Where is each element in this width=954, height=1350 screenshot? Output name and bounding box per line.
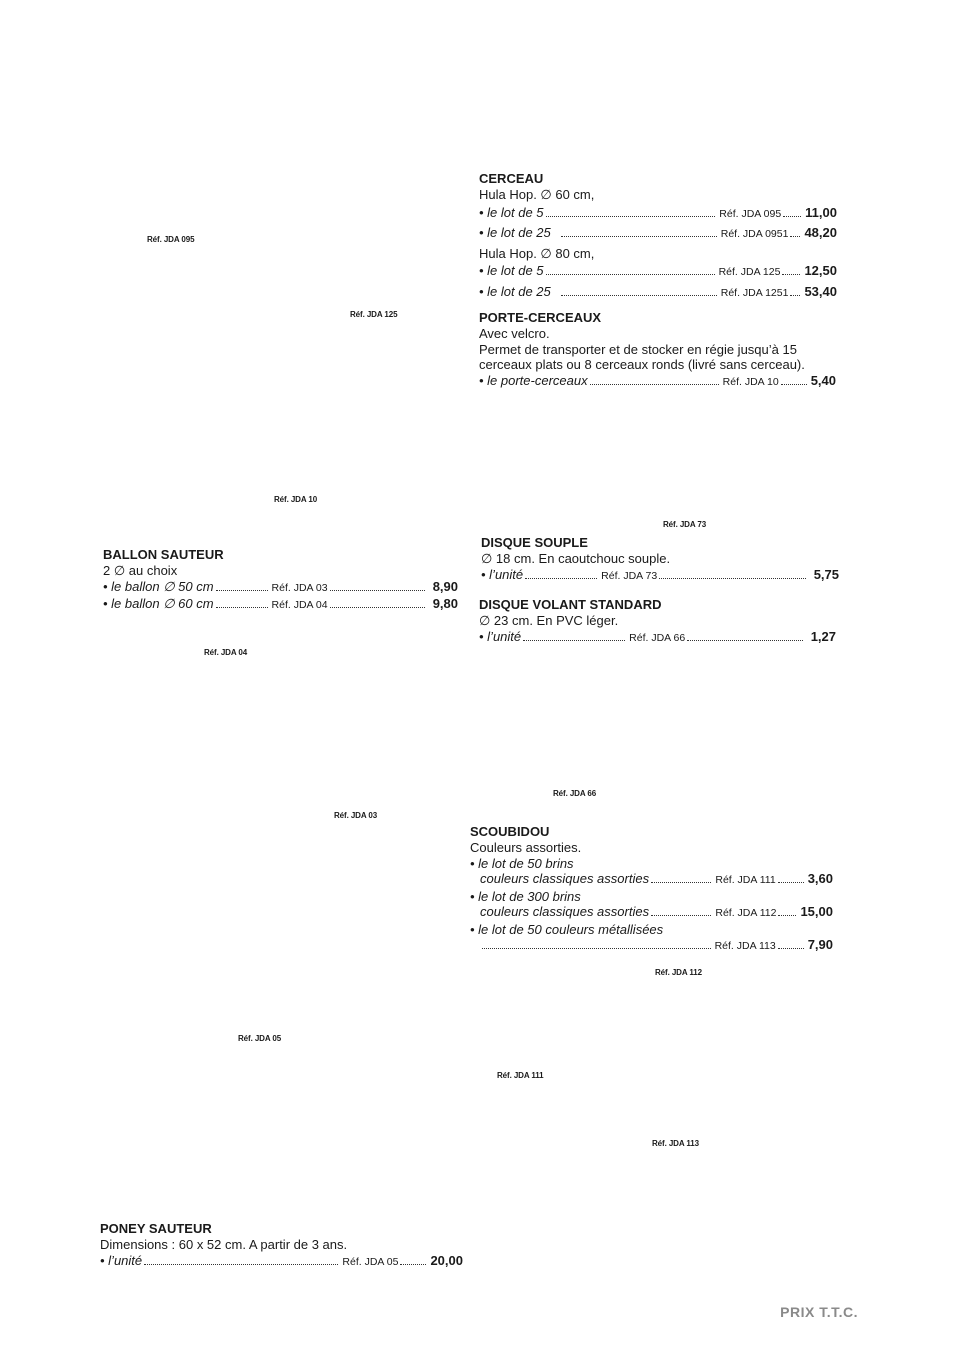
dot-leader	[790, 236, 800, 237]
price-row	[479, 205, 837, 223]
price-row	[470, 871, 833, 889]
scoubidou-bullet-3: • le lot de 50 couleurs métallisées	[470, 921, 664, 937]
dot-leader	[144, 1264, 338, 1265]
dot-leader	[482, 948, 711, 949]
dot-leader	[216, 607, 268, 608]
caption-jda66: Réf. JDA 66	[553, 789, 597, 798]
ballon-desc: 2 ∅ au choix	[103, 563, 178, 578]
item-price: 11,00	[805, 204, 837, 220]
porte-title: PORTE-CERCEAUX	[479, 310, 602, 325]
item-label: • le lot de 5	[479, 263, 544, 278]
porte-cerceaux-section	[479, 310, 836, 390]
item-price: 3,60	[807, 871, 833, 886]
scoubidou-bullet-1: • le lot de 50 brins	[470, 855, 574, 871]
item-price: 9,80	[432, 596, 458, 611]
caption-jda10: Réf. JDA 10	[274, 495, 318, 504]
item-ref: Réf. JDA 095	[719, 207, 782, 220]
scoubidou-desc: Couleurs assorties.	[470, 840, 582, 855]
caption-jda112: Réf. JDA 112	[655, 968, 702, 977]
item-ref: Réf. JDA 73	[601, 569, 658, 582]
dot-leader	[561, 236, 717, 237]
dot-leader	[782, 274, 800, 275]
caption-jda095: Réf. JDA 095	[147, 235, 195, 244]
dot-leader	[546, 216, 716, 217]
dot-leader	[216, 590, 268, 591]
item-price: 7,90	[807, 937, 833, 952]
caption-jda113: Réf. JDA 113	[652, 1139, 699, 1148]
item-ref: Réf. JDA 0951	[720, 228, 789, 240]
item-label: • le porte-cerceaux	[479, 372, 588, 388]
price-row	[479, 284, 837, 302]
dot-leader	[590, 384, 719, 385]
item-label: • le ballon ∅ 60 cm	[103, 596, 214, 611]
item-ref: Réf. JDA 125	[718, 266, 781, 278]
cerceau-section	[479, 171, 837, 301]
item-price: 8,90	[432, 578, 458, 594]
item-price: 1,27	[810, 628, 836, 644]
price-row	[479, 263, 837, 281]
disque-souple-title: DISQUE SOUPLE	[481, 535, 588, 550]
item-label: • le ballon ∅ 50 cm	[103, 578, 214, 594]
price-row	[103, 579, 458, 597]
dot-leader	[659, 578, 806, 579]
item-price: 48,20	[804, 225, 837, 240]
item-ref: Réf. JDA 113	[714, 940, 776, 952]
dot-leader	[783, 216, 801, 217]
item-label: couleurs classiques assorties	[480, 904, 650, 919]
item-ref: Réf. JDA 03	[271, 581, 328, 594]
porte-desc-2: Permet de transporter et de stocker en régie jusqu’à 15	[479, 341, 797, 357]
poney-title: PONEY SAUTEUR	[100, 1221, 212, 1236]
price-row	[479, 373, 836, 391]
item-ref: Réf. JDA 112	[715, 907, 777, 919]
dot-leader	[651, 915, 711, 916]
price-row	[479, 629, 836, 647]
item-price: 15,00	[800, 904, 833, 919]
item-label: • le lot de 25	[479, 283, 551, 299]
item-price: 53,40	[804, 283, 837, 299]
ballon-title: BALLON SAUTEUR	[103, 547, 224, 562]
price-row	[479, 225, 837, 243]
item-label: • l’unité	[481, 566, 524, 582]
cerceau-title: CERCEAU	[479, 171, 544, 186]
disque-souple-section	[481, 535, 839, 584]
dot-leader	[523, 640, 625, 641]
price-row	[481, 567, 839, 585]
porte-desc-1: Avec velcro.	[479, 326, 550, 341]
disque-volant-section	[479, 597, 836, 646]
price-row	[100, 1253, 463, 1271]
porte-desc-3: cerceaux plats ou 8 cerceaux ronds (livré sans cerceau).	[479, 357, 805, 372]
item-price: 20,00	[430, 1252, 463, 1268]
poney-desc: Dimensions : 60 x 52 cm. A partir de 3 ans.	[100, 1237, 348, 1252]
item-price: 5,40	[810, 372, 836, 388]
item-label: couleurs classiques assorties	[480, 871, 650, 886]
item-ref: Réf. JDA 66	[629, 631, 686, 644]
dot-leader	[330, 590, 425, 591]
item-label: • l’unité	[100, 1252, 143, 1268]
scoubidou-title: SCOUBIDOU	[470, 824, 550, 839]
cerceau-desc-60: Hula Hop. ∅ 60 cm,	[479, 187, 595, 202]
caption-jda73: Réf. JDA 73	[663, 520, 707, 529]
item-label: • le lot de 5	[479, 204, 544, 220]
disque-volant-desc: ∅ 23 cm. En PVC léger.	[479, 613, 619, 628]
dot-leader	[525, 578, 597, 579]
dot-leader	[651, 882, 711, 883]
dot-leader	[778, 882, 804, 883]
ballon-sauteur-section	[103, 547, 458, 614]
item-label: • le lot de 25	[479, 225, 551, 240]
item-label: • l’unité	[479, 628, 522, 644]
poney-sauteur-section	[100, 1221, 463, 1270]
price-row	[103, 596, 458, 614]
price-row	[470, 904, 833, 922]
dot-leader	[790, 295, 800, 296]
cerceau-desc-80: Hula Hop. ∅ 80 cm,	[479, 245, 595, 261]
caption-jda05: Réf. JDA 05	[238, 1034, 282, 1043]
dot-leader	[781, 384, 807, 385]
caption-jda111: Réf. JDA 111	[497, 1071, 544, 1080]
dot-leader	[778, 915, 796, 916]
item-ref: Réf. JDA 04	[271, 599, 328, 611]
dot-leader	[687, 640, 803, 641]
price-row	[470, 937, 833, 955]
caption-jda04: Réf. JDA 04	[204, 648, 248, 657]
scoubidou-bullet-2: • le lot de 300 brins	[470, 888, 581, 904]
dot-leader	[330, 607, 425, 608]
item-ref: Réf. JDA 1251	[720, 286, 789, 299]
dot-leader	[778, 948, 804, 949]
item-ref: Réf. JDA 10	[722, 375, 779, 388]
dot-leader	[546, 274, 715, 275]
dot-leader	[561, 295, 717, 296]
disque-souple-desc: ∅ 18 cm. En caoutchouc souple.	[481, 551, 671, 566]
item-price: 12,50	[804, 263, 837, 278]
scoubidou-section	[470, 824, 833, 955]
dot-leader	[400, 1264, 426, 1265]
item-ref: Réf. JDA 111	[715, 874, 776, 886]
item-price: 5,75	[813, 566, 839, 582]
prices-ttc-note: PRIX T.T.C.	[780, 1304, 858, 1320]
caption-jda03: Réf. JDA 03	[334, 811, 378, 820]
caption-jda125: Réf. JDA 125	[350, 310, 398, 319]
disque-volant-title: DISQUE VOLANT STANDARD	[479, 597, 662, 612]
item-ref: Réf. JDA 05	[342, 1255, 399, 1268]
